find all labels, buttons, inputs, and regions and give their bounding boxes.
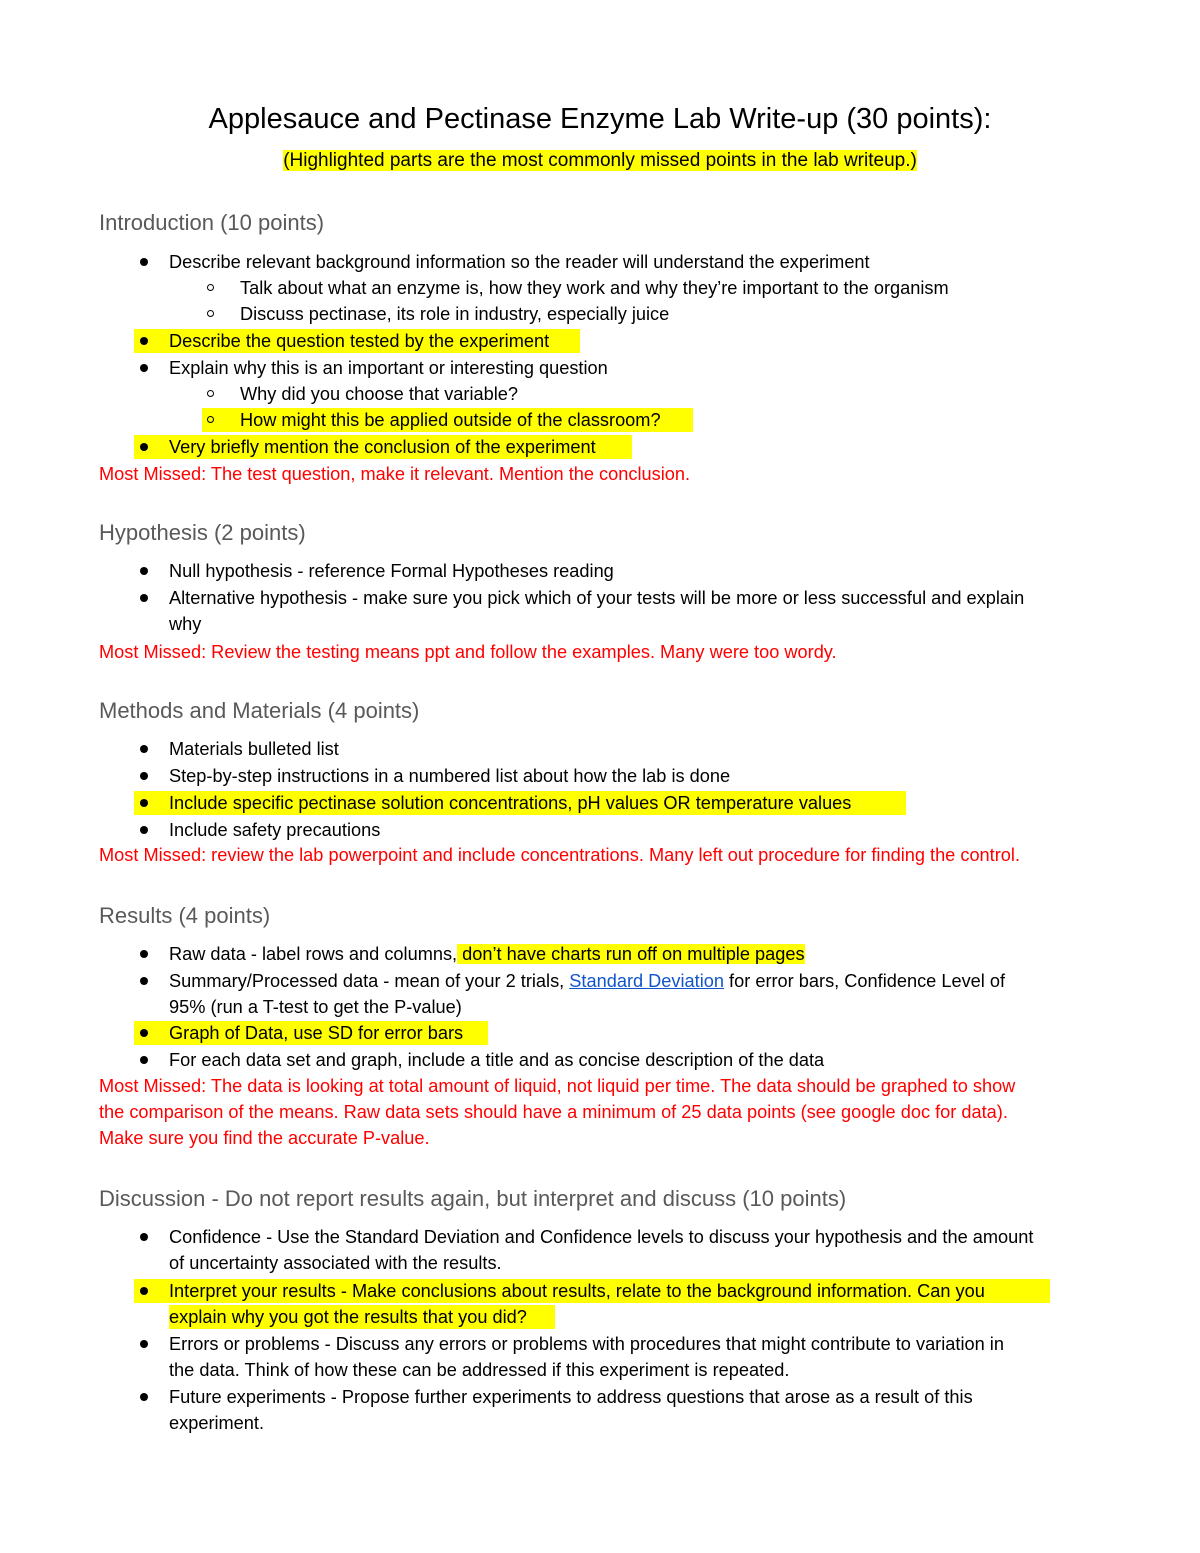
bullet-dot-icon (134, 249, 166, 275)
results-bullet-2-line2: 95% (run a T-test to get the P-value) (169, 997, 462, 1017)
discussion-bullet-1-line2: of uncertainty associated with the results. (169, 1253, 502, 1273)
methods-most-missed: Most Missed: review the lab powerpoint and include concentrations. Many left out procedure for finding the control. (99, 845, 1020, 865)
discussion-bullet-1-line1: Confidence - Use the Standard Deviation and Confidence levels to discuss your hypothesis and the amount (169, 1227, 1034, 1247)
bullet-circle-icon (202, 301, 234, 327)
standard-deviation-link[interactable]: Standard Deviation (569, 971, 724, 991)
bullet-dot-icon (134, 763, 166, 789)
bullet-dot-icon (134, 355, 166, 381)
results-most-missed-line2: the comparison of the means. Raw data sets should have a minimum of 25 data points (see google doc for data). (99, 1102, 1008, 1122)
intro-bullet-1: Describe relevant background information so the reader will understand the experiment (169, 252, 870, 272)
results-bullet-4: For each data set and graph, include a title and as concise description of the data (169, 1050, 825, 1070)
results-heading: Results (4 points) (99, 903, 271, 928)
bullet-dot-icon (134, 585, 166, 611)
bullet-dot-icon (134, 1020, 166, 1046)
methods-heading: Methods and Materials (4 points) (99, 698, 420, 723)
intro-bullet-2: Describe the question tested by the experiment (169, 331, 550, 351)
intro-most-missed: Most Missed: The test question, make it relevant. Mention the conclusion. (99, 464, 691, 484)
discussion-bullet-2-line1: Interpret your results - Make conclusions about results, relate to the background information. Can you (169, 1281, 985, 1301)
bullet-dot-icon (134, 736, 166, 762)
bullet-dot-icon (134, 941, 166, 967)
intro-subbullet-1a: Talk about what an enzyme is, how they work and why they’re important to the organism (240, 278, 949, 298)
bullet-circle-icon (202, 407, 234, 433)
results-bullet-2-post: for error bars, Confidence Level of (724, 971, 1006, 991)
discussion-bullet-4-line2: experiment. (169, 1413, 265, 1433)
intro-subbullet-1b: Discuss pectinase, its role in industry, especially juice (240, 304, 670, 324)
intro-bullet-3: Explain why this is an important or interesting question (169, 358, 608, 378)
bullet-dot-icon (134, 1384, 166, 1410)
bullet-dot-icon (134, 968, 166, 994)
intro-subbullet-3b: How might this be applied outside of the classroom? (240, 410, 661, 430)
bullet-circle-icon (202, 275, 234, 301)
hypothesis-heading: Hypothesis (2 points) (99, 520, 306, 545)
discussion-bullet-4-line1: Future experiments - Propose further experiments to address questions that arose as a result of this (169, 1387, 973, 1407)
results-bullet-1 (169, 941, 805, 967)
subtitle-highlight: (Highlighted parts are the most commonly missed points in the lab writeup.) (283, 150, 917, 171)
discussion-bullet-3-line1: Errors or problems - Discuss any errors or problems with procedures that might contribute to variation in (169, 1334, 1004, 1354)
results-bullet-2-pre: Summary/Processed data - mean of your 2 trials, (169, 971, 570, 991)
bullet-circle-icon (202, 381, 234, 407)
intro-heading: Introduction (10 points) (99, 210, 325, 235)
discussion-heading: Discussion - Do not report results again, but interpret and discuss (10 points) (99, 1186, 847, 1211)
bullet-dot-icon (134, 1047, 166, 1073)
methods-bullet-4: Include safety precautions (169, 820, 381, 840)
bullet-dot-icon (134, 434, 166, 460)
methods-bullet-2: Step-by-step instructions in a numbered list about how the lab is done (169, 766, 731, 786)
hypothesis-most-missed: Most Missed: Review the testing means ppt and follow the examples. Many were too wordy. (99, 642, 837, 662)
bullet-dot-icon (134, 790, 166, 816)
methods-bullet-1: Materials bulleted list (169, 739, 339, 759)
results-most-missed-line1: Most Missed: The data is looking at total amount of liquid, not liquid per time. The data should be graphed to show (99, 1076, 1016, 1096)
results-bullet-3: Graph of Data, use SD for error bars (169, 1023, 464, 1043)
intro-subbullet-3a: Why did you choose that variable? (240, 384, 519, 404)
intro-bullet-4: Very briefly mention the conclusion of the experiment (169, 437, 596, 457)
hypothesis-bullet-2-line1: Alternative hypothesis - make sure you pick which of your tests will be more or less successful and explain (169, 588, 1025, 608)
hypothesis-bullet-1: Null hypothesis - reference Formal Hypotheses reading (169, 561, 614, 581)
bullet-dot-icon (134, 1331, 166, 1357)
discussion-bullet-3-line2: the data. Think of how these can be addressed if this experiment is repeated. (169, 1360, 790, 1380)
bullet-dot-icon (134, 1278, 166, 1304)
bullet-dot-icon (134, 558, 166, 584)
page-subtitle (0, 148, 1200, 174)
hypothesis-bullet-2-line2: why (169, 614, 202, 634)
discussion-bullet-2-line2: explain why you got the results that you did? (169, 1307, 527, 1327)
methods-bullet-3: Include specific pectinase solution concentrations, pH values OR temperature values (169, 793, 852, 813)
bullet-dot-icon (134, 1224, 166, 1250)
page-title: Applesauce and Pectinase Enzyme Lab Write-up (30 points): (208, 103, 992, 135)
results-bullet-2-line1 (169, 968, 1005, 994)
results-bullet-1-text: Raw data - label rows and columns, (169, 944, 458, 964)
results-most-missed-line3: Make sure you find the accurate P-value. (99, 1128, 430, 1148)
bullet-dot-icon (134, 328, 166, 354)
results-bullet-1-highlight: don’t have charts run off on multiple pages (457, 944, 805, 964)
bullet-dot-icon (134, 817, 166, 843)
